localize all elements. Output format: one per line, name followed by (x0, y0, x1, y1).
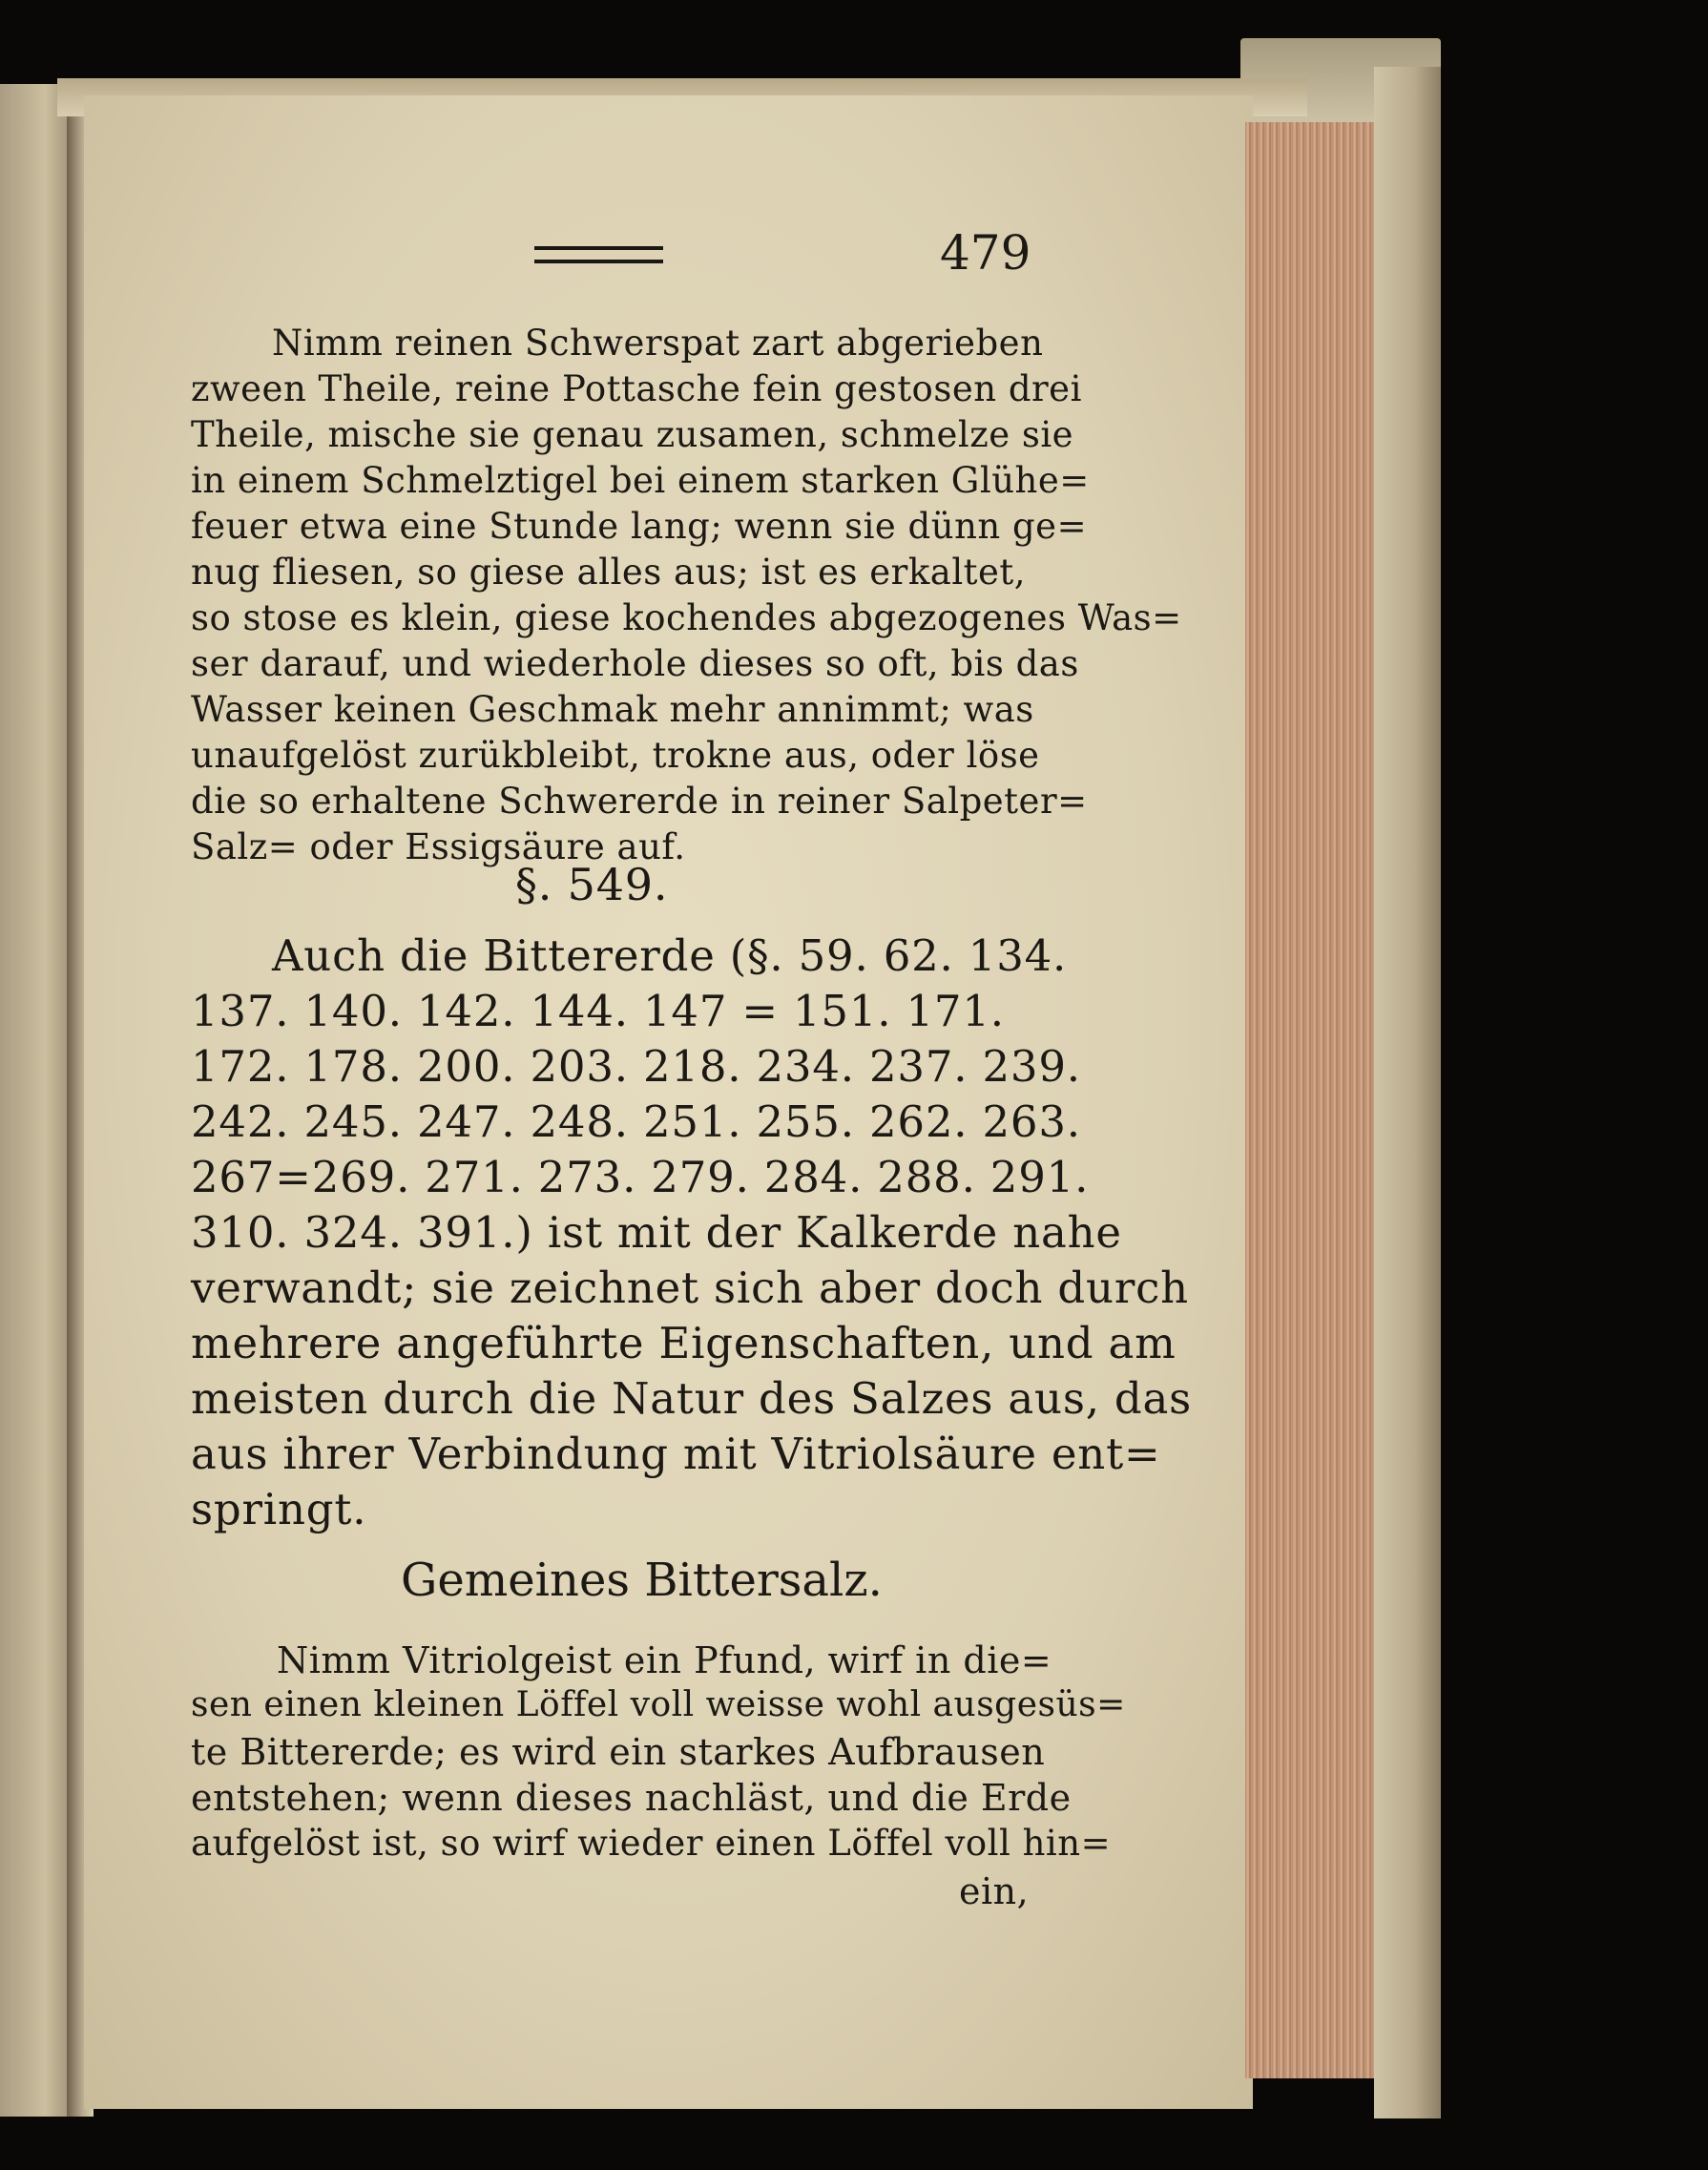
text-line: die so erhaltene Schwererde in reiner Salpeter= (191, 781, 1088, 822)
book-cover-edge (1374, 67, 1441, 2118)
text-line: 172. 178. 200. 203. 218. 234. 237. 239. (191, 1041, 1081, 1092)
text-line: 137. 140. 142. 144. 147 = 151. 171. (191, 986, 1005, 1036)
text-line: feuer etwa eine Stunde lang; wenn sie dünn ge= (191, 506, 1088, 547)
text-line: sen einen kleinen Löffel voll weisse wohl ausgesüs= (191, 1685, 1126, 1724)
text-line: zween Theile, reine Pottasche fein gestosen drei (191, 368, 1082, 409)
text-line: 242. 245. 247. 248. 251. 255. 262. 263. (191, 1096, 1081, 1147)
text-line: aus ihrer Verbindung mit Vitriolsäure ent= (191, 1429, 1161, 1479)
text-line: Auch die Bittererde (§. 59. 62. 134. (272, 930, 1068, 981)
header-double-rule (534, 246, 663, 263)
page-number: 479 (940, 225, 1031, 281)
section-heading: §. 549. (515, 859, 669, 910)
text-line: in einem Schmelztigel bei einem starken Glühe= (191, 460, 1090, 501)
text-line: Nimm Vitriolgeist ein Pfund, wirf in die= (277, 1639, 1052, 1681)
text-line: unaufgelöst zurükbleibt, trokne aus, oder löse (191, 735, 1040, 776)
text-line: entstehen; wenn dieses nachläst, und die Erde (191, 1777, 1072, 1819)
text-line: springt. (191, 1484, 367, 1534)
text-line: verwandt; sie zeichnet sich aber doch durch (191, 1262, 1189, 1313)
text-line: 267=269. 271. 273. 279. 284. 288. 291. (191, 1152, 1090, 1202)
text-line: Theile, mische sie genau zusamen, schmelze sie (191, 414, 1074, 455)
text-line: mehrere angeführte Eigenschaften, und am (191, 1318, 1177, 1368)
text-line: te Bittererde; es wird ein starkes Aufbrausen (191, 1731, 1046, 1773)
text-line: so stose es klein, giese kochendes abgezogenes Was= (191, 597, 1182, 638)
catchword: ein, (959, 1870, 1030, 1912)
text-line: aufgelöst ist, so wirf wieder einen Löffel voll hin= (191, 1823, 1112, 1864)
text-line: ser darauf, und wiederhole dieses so oft, bis das (191, 643, 1079, 684)
text-line: Wasser keinen Geschmak mehr annimmt; was (191, 689, 1034, 730)
subheading: Gemeines Bittersalz. (401, 1554, 883, 1607)
text-line: nug fliesen, so giese alles aus; ist es erkaltet, (191, 552, 1027, 593)
text-line: Nimm reinen Schwerspat zart abgerieben (272, 323, 1044, 364)
page-block-edges (1245, 122, 1387, 2078)
text-line: 310. 324. 391.) ist mit der Kalkerde nahe (191, 1207, 1122, 1258)
text-line: Salz= oder Essigsäure auf. (191, 826, 686, 867)
text-line: meisten durch die Natur des Salzes aus, das (191, 1373, 1193, 1424)
